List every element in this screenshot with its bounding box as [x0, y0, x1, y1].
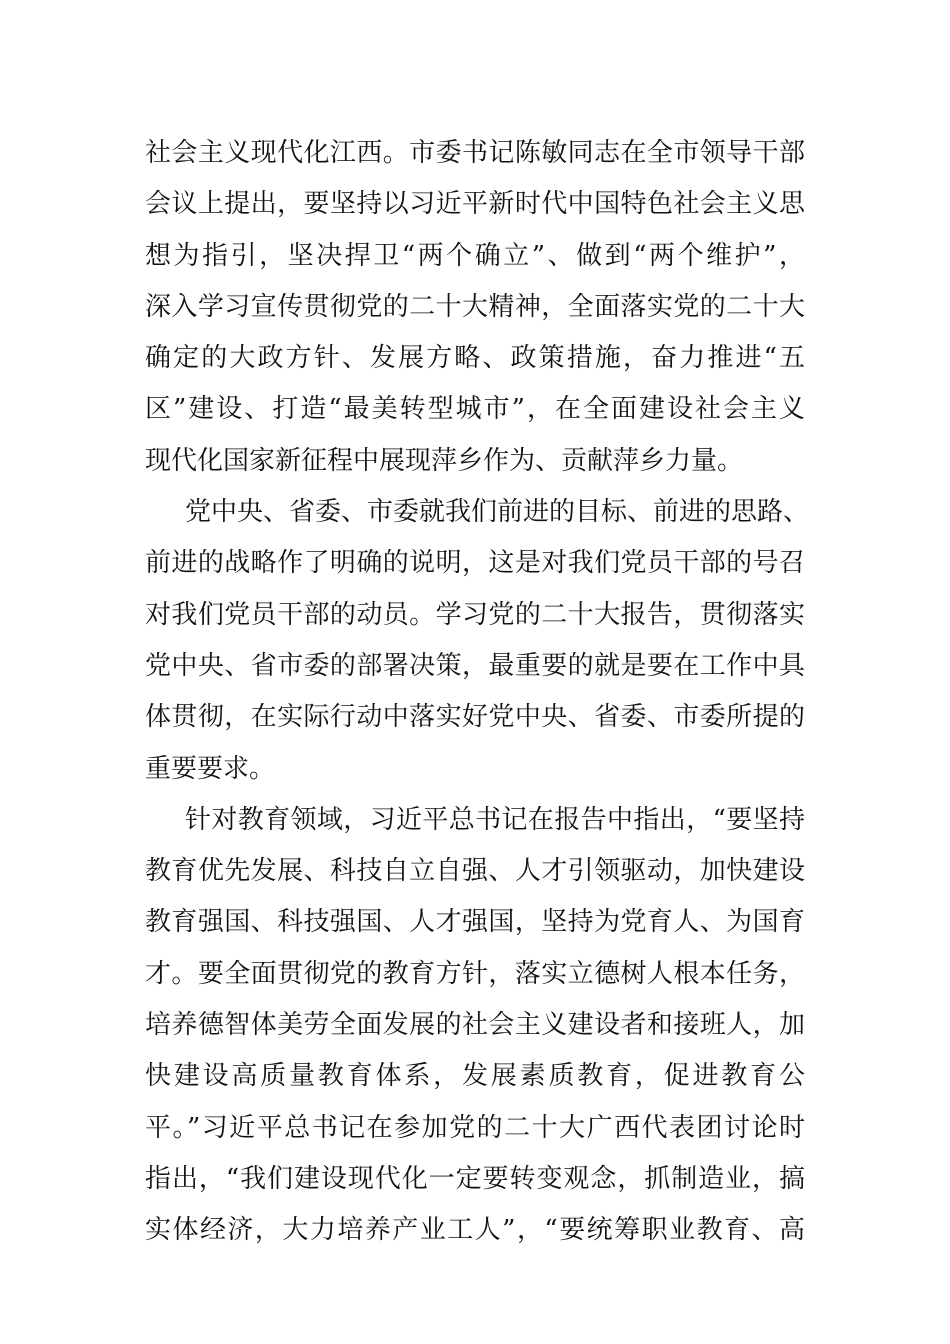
text-line: 针对教育领域，习近平总书记在报告中指出，“要坚持 — [185, 804, 805, 835]
text-line: 想为指引，坚决捍卫“两个确立”、做到“两个维护”， — [145, 240, 805, 271]
text-line: 指出，“我们建设现代化一定要转变观念，抓制造业，搞 — [145, 1163, 805, 1194]
text-line: 深入学习宣传贯彻党的二十大精神，全面落实党的二十大 — [145, 291, 805, 322]
text-line: 会议上提出，要坚持以习近平新时代中国特色社会主义思 — [145, 189, 805, 220]
text-line: 教育强国、科技强国、人才强国，坚持为党育人、为国育 — [145, 907, 805, 938]
text-line: 体贯彻，在实际行动中落实好党中央、省委、市委所提的 — [145, 702, 805, 733]
text-line: 平。”习近平总书记在参加党的二十大广西代表团讨论时 — [145, 1112, 805, 1143]
text-line: 才。要全面贯彻党的教育方针，落实立德树人根本任务， — [145, 958, 805, 989]
text-line: 党中央、省市委的部署决策，最重要的就是要在工作中具 — [145, 650, 805, 681]
text-line: 培养德智体美劳全面发展的社会主义建设者和接班人，加 — [145, 1010, 805, 1041]
text-line: 社会主义现代化江西。市委书记陈敏同志在全市领导干部 — [145, 138, 805, 168]
text-line: 重要要求。 — [145, 753, 276, 784]
text-line: 前进的战略作了明确的说明，这是对我们党员干部的号召 — [145, 548, 805, 579]
text-line: 对我们党员干部的动员。学习党的二十大报告，贯彻落实 — [145, 599, 805, 630]
text-line: 快建设高质量教育体系，发展素质教育，促进教育公 — [145, 1061, 805, 1092]
text-line: 确定的大政方针、发展方略、政策措施，奋力推进“五 — [145, 343, 805, 374]
text-line: 区”建设、打造“最美转型城市”，在全面建设社会主义 — [145, 394, 805, 425]
text-line: 党中央、省委、市委就我们前进的目标、前进的思路、 — [185, 497, 810, 528]
text-line: 教育优先发展、科技自立自强、人才引领驱动，加快建设 — [145, 856, 805, 887]
text-line: 现代化国家新征程中展现萍乡作为、贡献萍乡力量。 — [145, 445, 744, 476]
document-body — [145, 128, 810, 1257]
text-line: 实体经济，大力培养产业工人”，“要统筹职业教育、高 — [145, 1215, 805, 1246]
